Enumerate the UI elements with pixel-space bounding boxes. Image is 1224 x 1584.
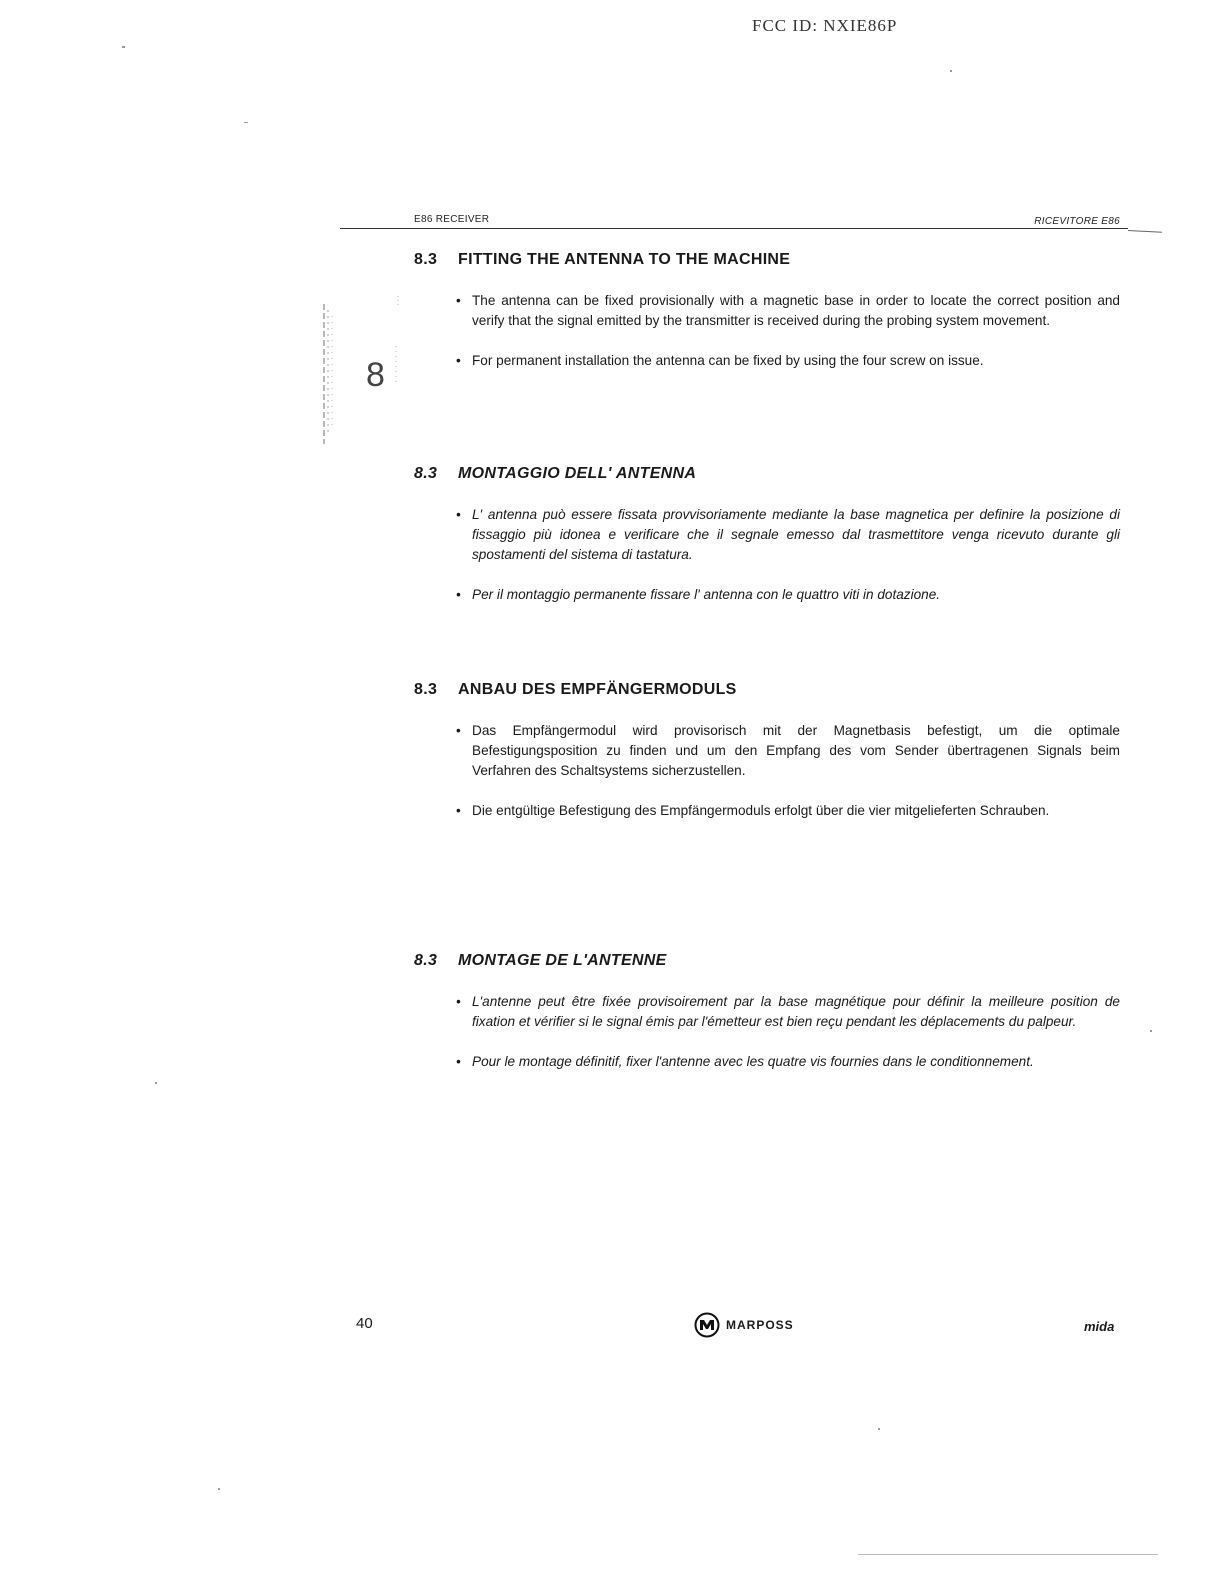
section-title: FITTING THE ANTENNA TO THE MACHINE bbox=[458, 251, 791, 268]
section-heading bbox=[414, 681, 1120, 699]
brand-name: MARPOSS bbox=[726, 1318, 794, 1332]
section-french bbox=[414, 952, 1120, 1092]
bullet-item: • L' antenna può essere fissata provvisoriamente mediante la base magnetica per definire la posizione di fissaggio più idonea e verificare che il segnale emesso dal trasmettitore venga ricevuto durante gli spostamenti del sistema di tastatura. bbox=[454, 505, 1120, 565]
bullet-item: • Per il montaggio permanente fissare l' antenna con le quattro viti in dotazione. bbox=[454, 585, 1120, 605]
chapter-side-tab bbox=[322, 296, 412, 446]
scan-speck bbox=[218, 1488, 220, 1490]
section-number: 8.3 bbox=[414, 681, 438, 698]
bullet-item: • The antenna can be fixed provisionally with a magnetic base in order to locate the correct position and verify that the signal emitted by the transmitter is received during the probing system movement. bbox=[454, 291, 1120, 331]
bullet-item: • Die entgültige Befestigung des Empfängermoduls erfolgt über die vier mitgelieferten Schrauben. bbox=[454, 801, 1120, 821]
section-heading bbox=[414, 465, 1120, 483]
section-title: ANBAU DES EMPFÄNGERMODULS bbox=[458, 681, 737, 698]
section-number: 8.3 bbox=[414, 465, 438, 482]
product-name: mida bbox=[1084, 1319, 1115, 1334]
bullet-item: • For permanent installation the antenna can be fixed by using the four screw on issue. bbox=[454, 351, 1120, 371]
page-number: 40 bbox=[356, 1315, 373, 1332]
chapter-tab-graphic bbox=[322, 296, 412, 446]
bullet-item: • Pour le montage définitif, fixer l'antenne avec les quatre vis fournies dans le conditionnement. bbox=[454, 1052, 1120, 1072]
header-right-title: RICEVITORE E86 bbox=[1034, 216, 1120, 227]
fcc-id-stamp: FCC ID: NXIE86P bbox=[752, 16, 898, 35]
scan-speck bbox=[244, 122, 248, 123]
scan-speck bbox=[878, 1428, 880, 1430]
section-english bbox=[414, 251, 1120, 391]
section-italian bbox=[414, 465, 1120, 625]
scan-speck bbox=[155, 1082, 157, 1084]
scan-edge-line bbox=[858, 1554, 1158, 1555]
bullet-item: • L'antenne peut être fixée provisoirement par la base magnétique pour définir la meilleure position de fixation et vérifier si le signal émis par l'émetteur est bien reçu pendant les déplacements du palpeur. bbox=[454, 992, 1120, 1032]
brand-logo bbox=[694, 1312, 794, 1338]
section-heading bbox=[414, 952, 1120, 970]
header-rule-tail bbox=[1128, 230, 1162, 233]
header-rule bbox=[340, 228, 1128, 229]
section-number: 8.3 bbox=[414, 952, 438, 969]
section-title: MONTAGGIO DELL' ANTENNA bbox=[458, 465, 697, 482]
section-heading bbox=[414, 251, 1120, 269]
chapter-tab-number: 8 bbox=[366, 356, 385, 394]
scan-speck bbox=[122, 46, 125, 48]
marposs-logo-icon bbox=[694, 1312, 720, 1338]
bullet-item: • Das Empfängermodul wird provisorisch mit der Magnetbasis befestigt, um die optimale Befestigungsposition zu finden und um den Empfang des vom Sender übertragenen Signals beim Verfahren des Schaltsystems sicherzustellen. bbox=[454, 721, 1120, 781]
scan-speck bbox=[950, 70, 952, 72]
section-number: 8.3 bbox=[414, 251, 438, 268]
header-left-title: E86 RECEIVER bbox=[414, 214, 490, 225]
scan-speck bbox=[1150, 1030, 1152, 1032]
section-title: MONTAGE DE L'ANTENNE bbox=[458, 952, 667, 969]
section-german bbox=[414, 681, 1120, 841]
